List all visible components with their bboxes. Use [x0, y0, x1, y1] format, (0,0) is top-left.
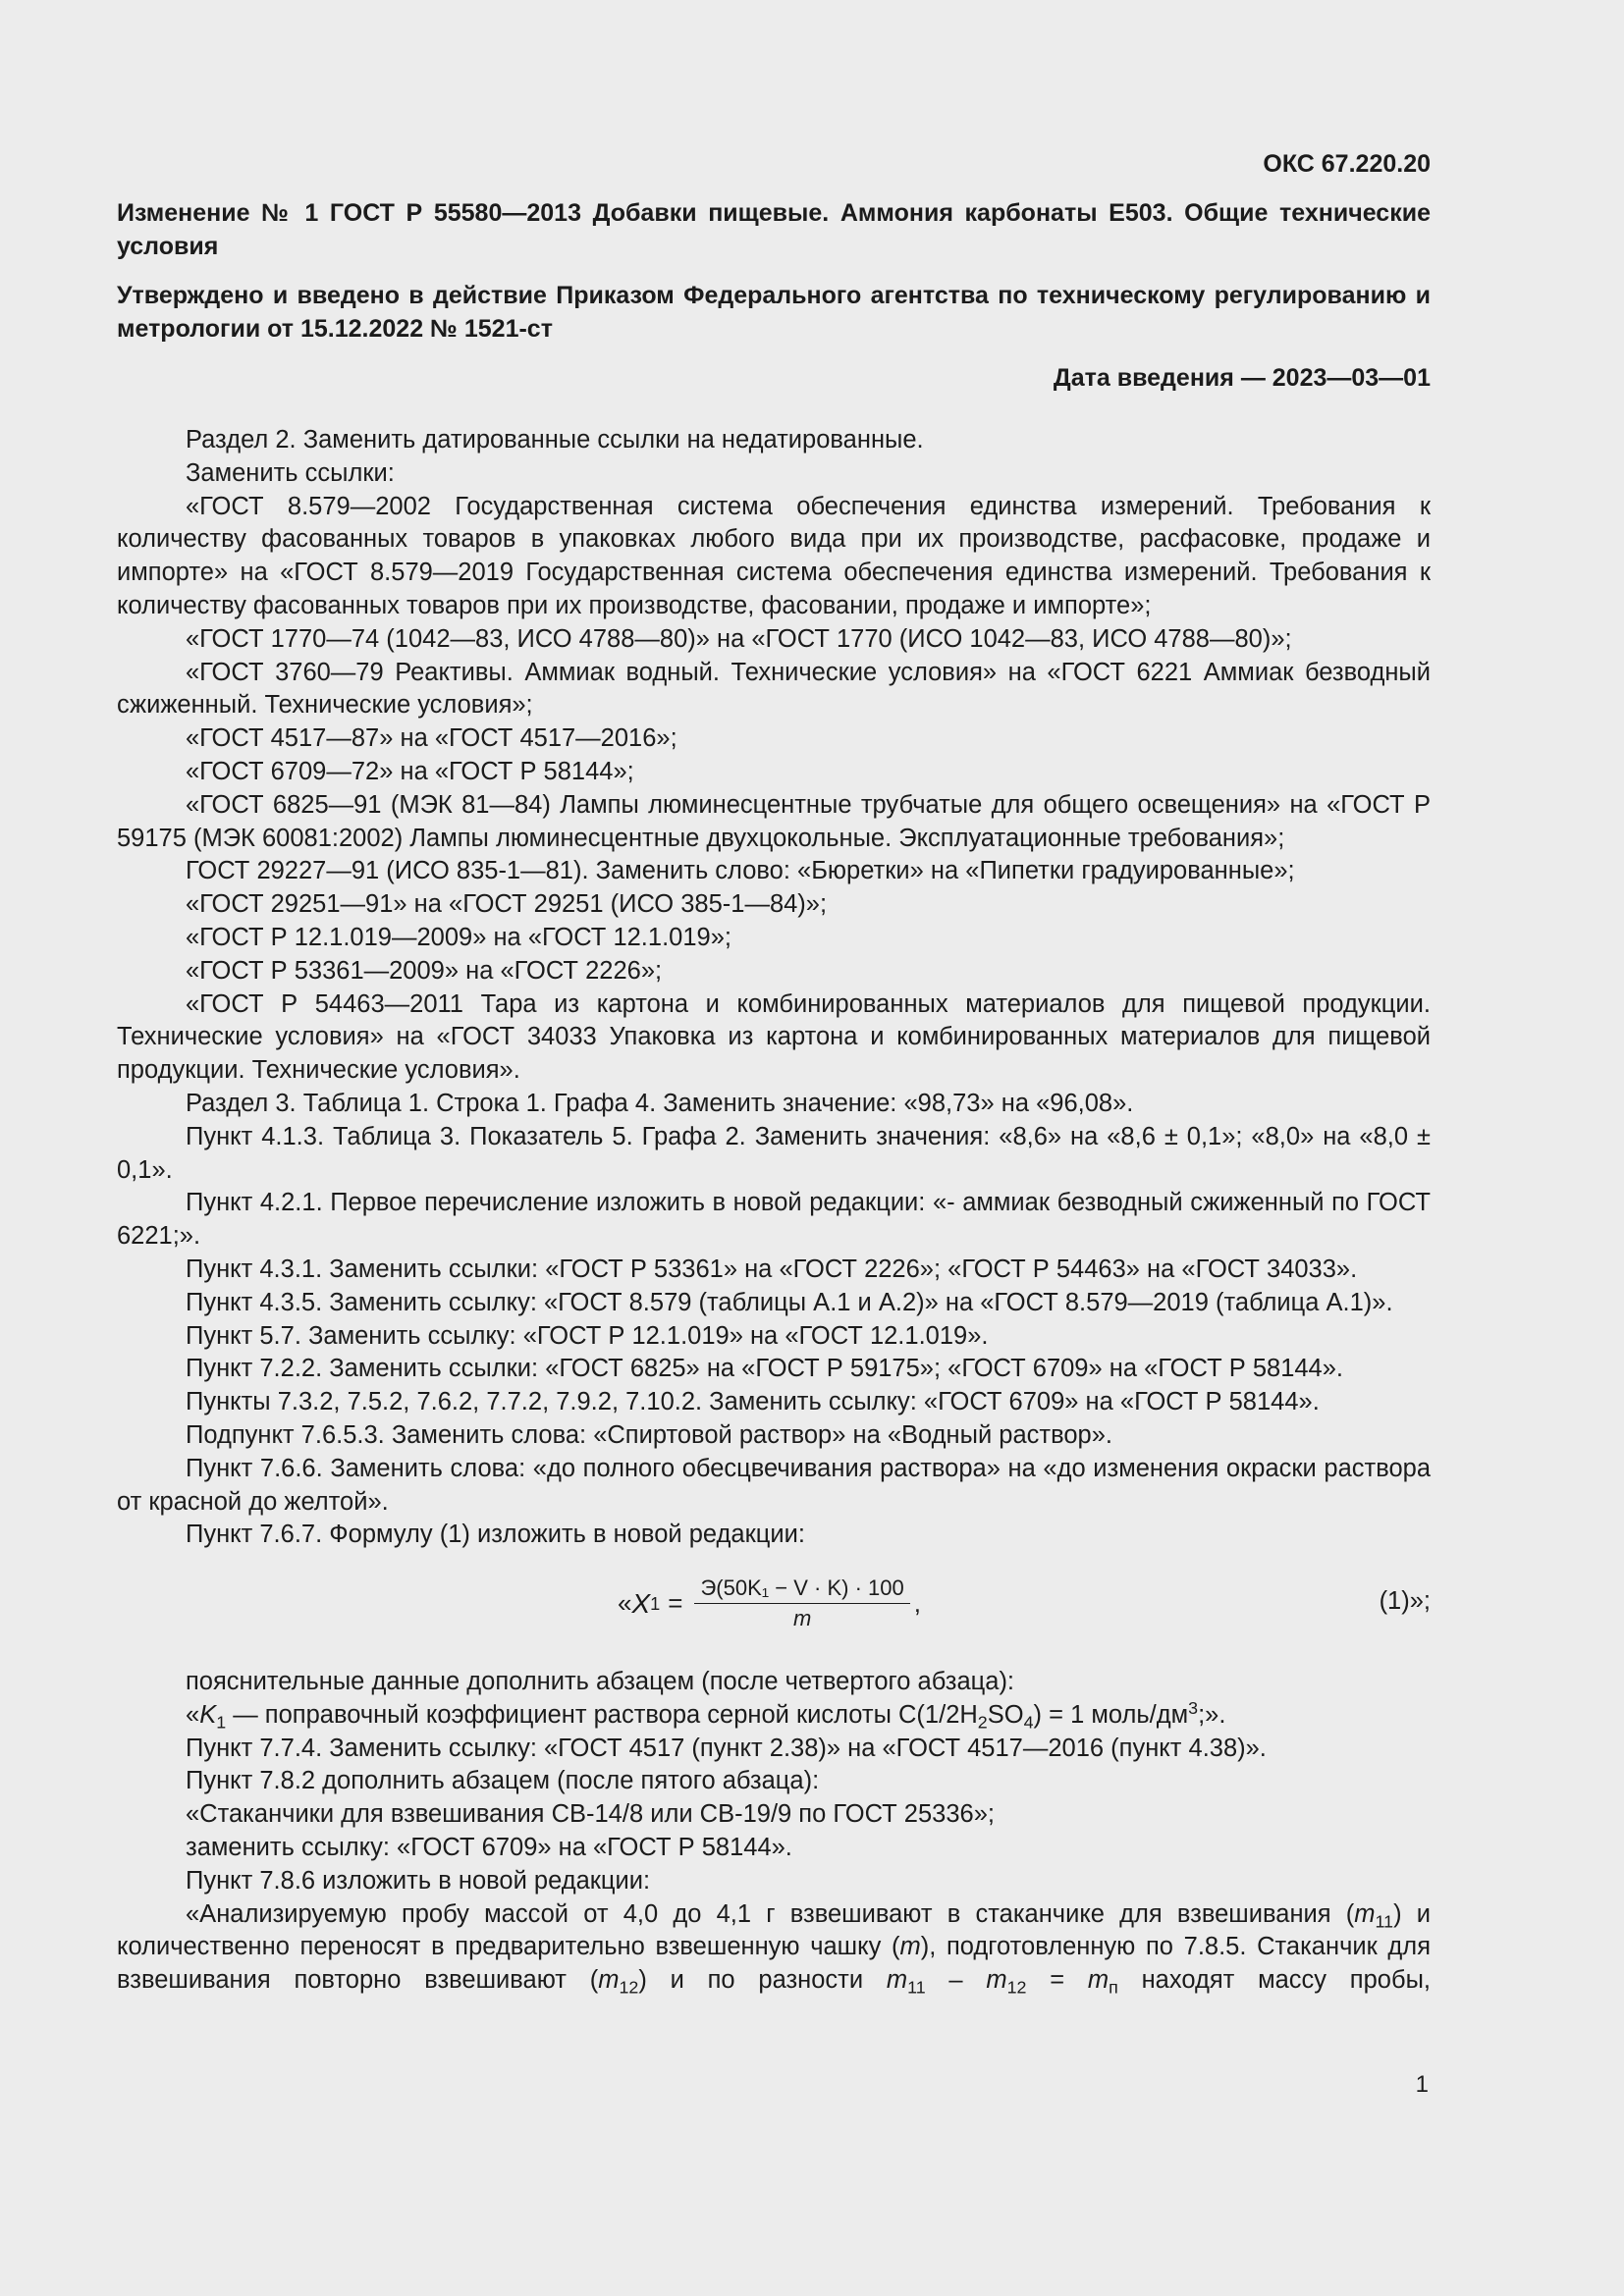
paragraph: Пункт 5.7. Заменить ссылку: «ГОСТ Р 12.1.019» на «ГОСТ 12.1.019».: [186, 1321, 989, 1350]
paragraph: «ГОСТ 3760—79 Реактивы. Аммиак водный. Технические условия» на «ГОСТ 6221 Аммиак безводный сжиженный. Технические условия»;: [117, 658, 1431, 720]
paragraph: Пункт 4.2.1. Первое перечисление изложить в новой редакции: «- аммиак безводный сжиженный по ГОСТ 6221;».: [117, 1189, 1431, 1251]
paragraph: Подпункт 7.6.5.3. Заменить слова: «Спиртовой раствор» на «Водный раствор».: [186, 1420, 1112, 1449]
paragraph: «ГОСТ Р 54463—2011 Тара из картона и комбинированных материалов для пищевой продукции. Технические условия» на «ГОСТ 34033 Упаковка из картона и комбинированных материалов для пищевой продукции. Технические условия».: [117, 989, 1431, 1085]
amendment-title: Изменение № 1 ГОСТ Р 55580—2013 Добавки пищевые. Аммония карбонаты Е503. Общие технические условия: [117, 199, 1431, 260]
formula-number: (1)»;: [1379, 1587, 1431, 1616]
paragraph: «ГОСТ 4517—87» на «ГОСТ 4517—2016»;: [186, 724, 677, 753]
paragraph: Раздел 2. Заменить датированные ссылки на недатированные.: [186, 426, 924, 454]
paragraph-k1-definition: «$K_1$ — поправочный коэффициент раствора серной кислоты $С(1/2H_2SO_4) = 1$ моль/$дм^3$;».: [186, 1697, 1226, 1733]
paragraph: Пункт 7.6.6. Заменить слова: «до полного обесцвечивания раствора» на «до изменения окраски раствора от красной до желтой».: [117, 1454, 1431, 1516]
paragraph: «ГОСТ Р 12.1.019—2009» на «ГОСТ 12.1.019»;: [186, 923, 731, 951]
paragraph: «ГОСТ Р 53361—2009» на «ГОСТ 2226»;: [186, 956, 663, 985]
formula-fraction: [694, 1575, 909, 1631]
formula-trailing-comma: ,: [913, 1588, 921, 1619]
paragraph: «Стаканчики для взвешивания СВ-14/8 или СВ-19/9 по ГОСТ 25336»;: [186, 1800, 995, 1829]
paragraph: Пункты 7.3.2, 7.5.2, 7.6.2, 7.7.2, 7.9.2, 7.10.2. Заменить ссылку: «ГОСТ 6709» на «ГОСТ Р 58144».: [186, 1388, 1320, 1416]
paragraph: «ГОСТ 6709—72» на «ГОСТ Р 58144»;: [186, 757, 634, 785]
approval-statement: Утверждено и введено в действие Приказом Федерального агентства по техническому регулированию и метрологии от 15.12.2022 № 1521-ст: [117, 282, 1431, 343]
paragraph: заменить ссылку: «ГОСТ 6709» на «ГОСТ Р 58144».: [186, 1834, 792, 1862]
effective-date: Дата введения — 2023—03—01: [1053, 364, 1431, 392]
paragraph: Пункт 7.8.6 изложить в новой редакции:: [186, 1866, 651, 1895]
formula-equals: =: [668, 1588, 683, 1619]
paragraph: «ГОСТ 29251—91» на «ГОСТ 29251 (ИСО 385-1—84)»;: [186, 890, 828, 919]
formula-expression: « X 1 = $\frac{\text{Э(50K₁ − V · K) · 100}}{m}$ ,: [618, 1575, 921, 1631]
formula-1: [117, 1566, 1431, 1654]
paragraph: Пункт 7.7.4. Заменить ссылку: «ГОСТ 4517 (пункт 2.38)» на «ГОСТ 4517—2016 (пункт 4.38)».: [186, 1734, 1267, 1762]
paragraph: «ГОСТ 1770—74 (1042—83, ИСО 4788—80)» на «ГОСТ 1770 (ИСО 1042—83, ИСО 4788—80)»;: [186, 624, 1292, 653]
paragraph: ГОСТ 29227—91 (ИСО 835-1—81). Заменить слово: «Бюретки» на «Пипетки градуированные»;: [186, 857, 1295, 885]
page-number: 1: [1415, 2071, 1429, 2098]
paragraph-sample-procedure: «Анализируемую пробу массой от 4,0 до 4,1 г взвешивают в стаканчике для взвешивания $(m_{11})$ и количественно переносят в предварительно взвешенную чашку (m), подготовленную по 7.8.5. Стаканчик для взвешивания повторно взвешивают $(m_{12})$ и по разности $m_{11} - m_{12} = m_п$ находят массу пробы,: [117, 1899, 1431, 1998]
paragraph: Пункт 7.6.7. Формулу (1) изложить в новой редакции:: [186, 1521, 805, 1549]
oks-code: ОКС 67.220.20: [1263, 150, 1431, 178]
paragraph: Пункт 7.2.2. Заменить ссылки: «ГОСТ 6825» на «ГОСТ Р 59175»; «ГОСТ 6709» на «ГОСТ Р 58144».: [186, 1355, 1344, 1383]
formula-open-quote: «: [618, 1588, 632, 1619]
paragraph: «ГОСТ 8.579—2002 Государственная система обеспечения единства измерений. Требования к количеству фасованных товаров в упаковках любого вида при их производстве, расфасовке, продаже и импорте» на «ГОСТ 8.579—2019 Государственная система обеспечения единства измерений. Требования к количеству фасованных товаров при их производстве, фасовании, продаже и импорте»;: [117, 492, 1431, 619]
paragraph: Пункт 4.3.1. Заменить ссылки: «ГОСТ Р 53361» на «ГОСТ 2226»; «ГОСТ Р 54463» на «ГОСТ 34033».: [186, 1255, 1358, 1283]
paragraph: Пункт 4.1.3. Таблица 3. Показатель 5. Графа 2. Заменить значения: «8,6» на «8,6 ± 0,1»; «8,0» на «8,0 ± 0,1».: [117, 1122, 1431, 1184]
paragraph: Пункт 7.8.2 дополнить абзацем (после пятого абзаца):: [186, 1767, 820, 1795]
paragraph: Пункт 4.3.5. Заменить ссылку: «ГОСТ 8.579 (таблицы А.1 и А.2)» на «ГОСТ 8.579—2019 (таблица А.1)».: [186, 1288, 1393, 1316]
formula-numerator: Э(50K₁ − V · K) · 100: [694, 1575, 909, 1604]
formula-lhs-variable: X: [631, 1587, 651, 1619]
paragraph: пояснительные данные дополнить абзацем (после четвертого абзаца):: [186, 1668, 1015, 1696]
paragraph: Раздел 3. Таблица 1. Строка 1. Графа 4. Заменить значение: «98,73» на «96,08».: [186, 1089, 1134, 1117]
paragraph: Заменить ссылки:: [186, 458, 395, 487]
formula-denominator: m: [792, 1606, 812, 1631]
paragraph: «ГОСТ 6825—91 (МЭК 81—84) Лампы люминесцентные трубчатые для общего освещения» на «ГОСТ Р 59175 (МЭК 60081:2002) Лампы люминесцентные двухцокольные. Эксплуатационные требования»;: [117, 790, 1431, 852]
page-content: [117, 147, 1431, 1998]
